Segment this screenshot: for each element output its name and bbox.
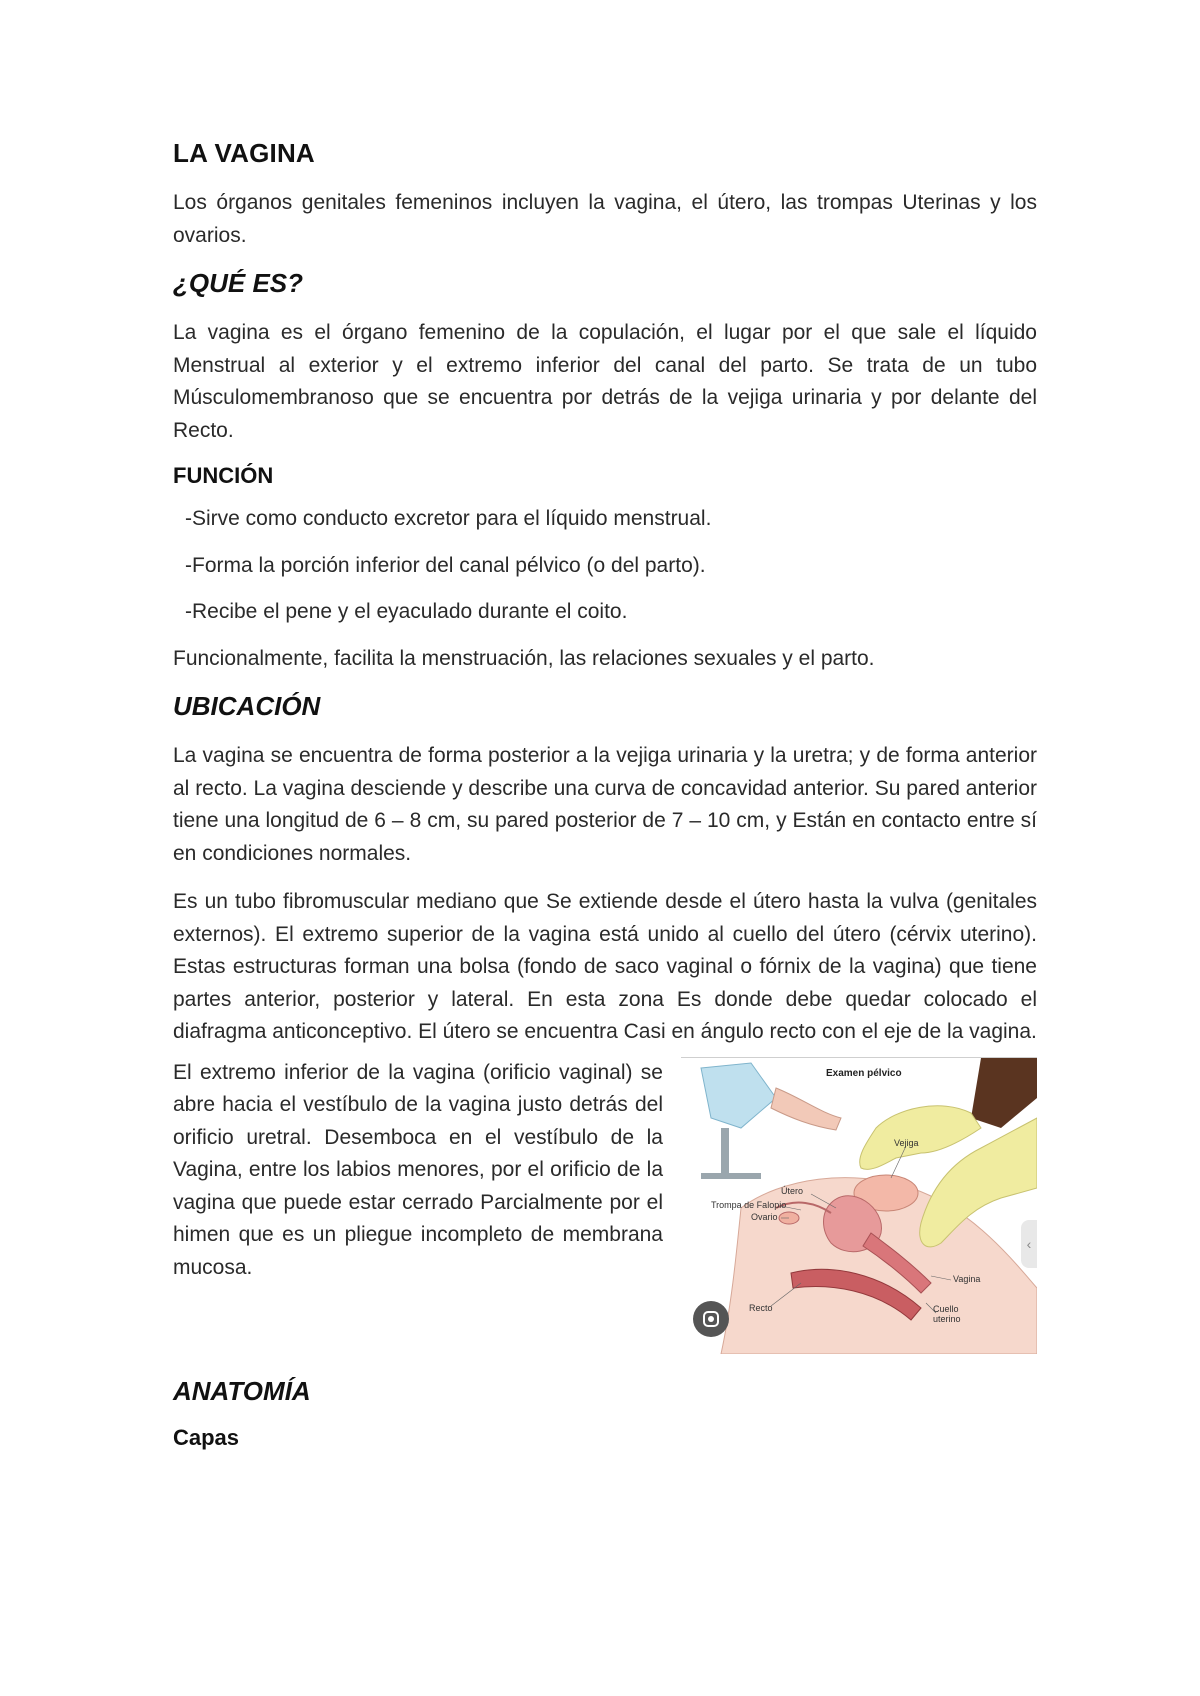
chevron-left-icon[interactable]: ‹ [1021, 1220, 1037, 1268]
funcion-summary: Funcionalmente, facilita la menstruación, las relaciones sexuales y el parto. [173, 646, 875, 670]
pelvic-exam-illustration [681, 1057, 1037, 1354]
label-vagina: Vagina [953, 1273, 981, 1284]
heading-anatomia: ANATOMÍA [173, 1375, 311, 1406]
funcion-item-2: -Forma la porción inferior del canal pélvico (o del parto). [185, 553, 706, 577]
label-trompa: Trompa de Falopio [711, 1199, 787, 1210]
que-es-paragraph: La vagina es el órgano femenino de la copulación, el lugar por el que sale el líquido Menstrual al exterior y el extremo inferior del canal del parto. Se trata de un tubo Músculomembranoso que se encuentra por detrás de la vejiga urinaria y por delante del Recto. [173, 321, 1037, 442]
ubicacion-paragraph-1: La vagina se encuentra de forma posterior a la vejiga urinaria y la uretra; y de forma anterior al recto. La vagina desciende y describe una curva de concavidad anterior. Su pared anterior tiene una longitud de 6 – 8 cm, su pared posterior de 7 – 10 cm, y Están en contacto entre sí en condiciones normales. [173, 744, 1037, 865]
document-title: LA VAGINA [173, 138, 315, 168]
funcion-item-1: -Sirve como conducto excretor para el líquido menstrual. [185, 507, 712, 530]
text-figure-row [173, 1057, 1037, 1354]
heading-que-es: ¿QUÉ ES? [173, 268, 304, 298]
label-ovario: Ovario [751, 1211, 778, 1222]
document-page [173, 138, 1037, 1465]
lens-search-icon[interactable] [693, 1301, 729, 1337]
heading-ubicacion: UBICACIÓN [173, 691, 321, 721]
heading-capas: Capas [173, 1424, 240, 1450]
label-utero: Útero [781, 1185, 804, 1196]
label-vejiga: Vejiga [894, 1137, 919, 1148]
funcion-item-3: -Recibe el pene y el eyaculado durante el coito. [185, 600, 628, 623]
ubicacion-paragraph-3: El extremo inferior de la vagina (orificio vaginal) se abre hacia el vestíbulo de la vagina justo detrás del orificio uretral. Desemboca en el vestíbulo de la Vagina, entre los labios menores, por el orificio de la vagina que puede estar cerrado Parcialmente por el himen que es un pliegue incompleto de membrana mucosa. [173, 1060, 663, 1279]
anatomia-section [173, 1376, 1037, 1451]
ubicacion-paragraph-2: Es un tubo fibromuscular mediano que Se extiende desde el útero hasta la vulva (genitales externos). El extremo superior de la vagina está unido al cuello del útero (cérvix uterino). Estas estructuras forman una bolsa (fondo de saco vaginal o fórnix de la vagina) que tiene partes anterior, posterior y lateral. En esta zona Es donde debe quedar colocado el diafragma anticonceptivo. El útero se encuentra Casi en ángulo recto con el eje de la vagina. [173, 890, 1037, 1043]
intro-paragraph: Los órganos genitales femeninos incluyen la vagina, el útero, las trompas Uterinas y los ovarios. [173, 191, 1037, 247]
text-column [173, 1057, 663, 1354]
figure-title: Examen pélvico [826, 1067, 902, 1079]
label-recto: Recto [749, 1302, 773, 1313]
label-cuello-uterino: Cuello uterino [933, 1303, 961, 1324]
heading-funcion: FUNCIÓN [173, 463, 274, 488]
